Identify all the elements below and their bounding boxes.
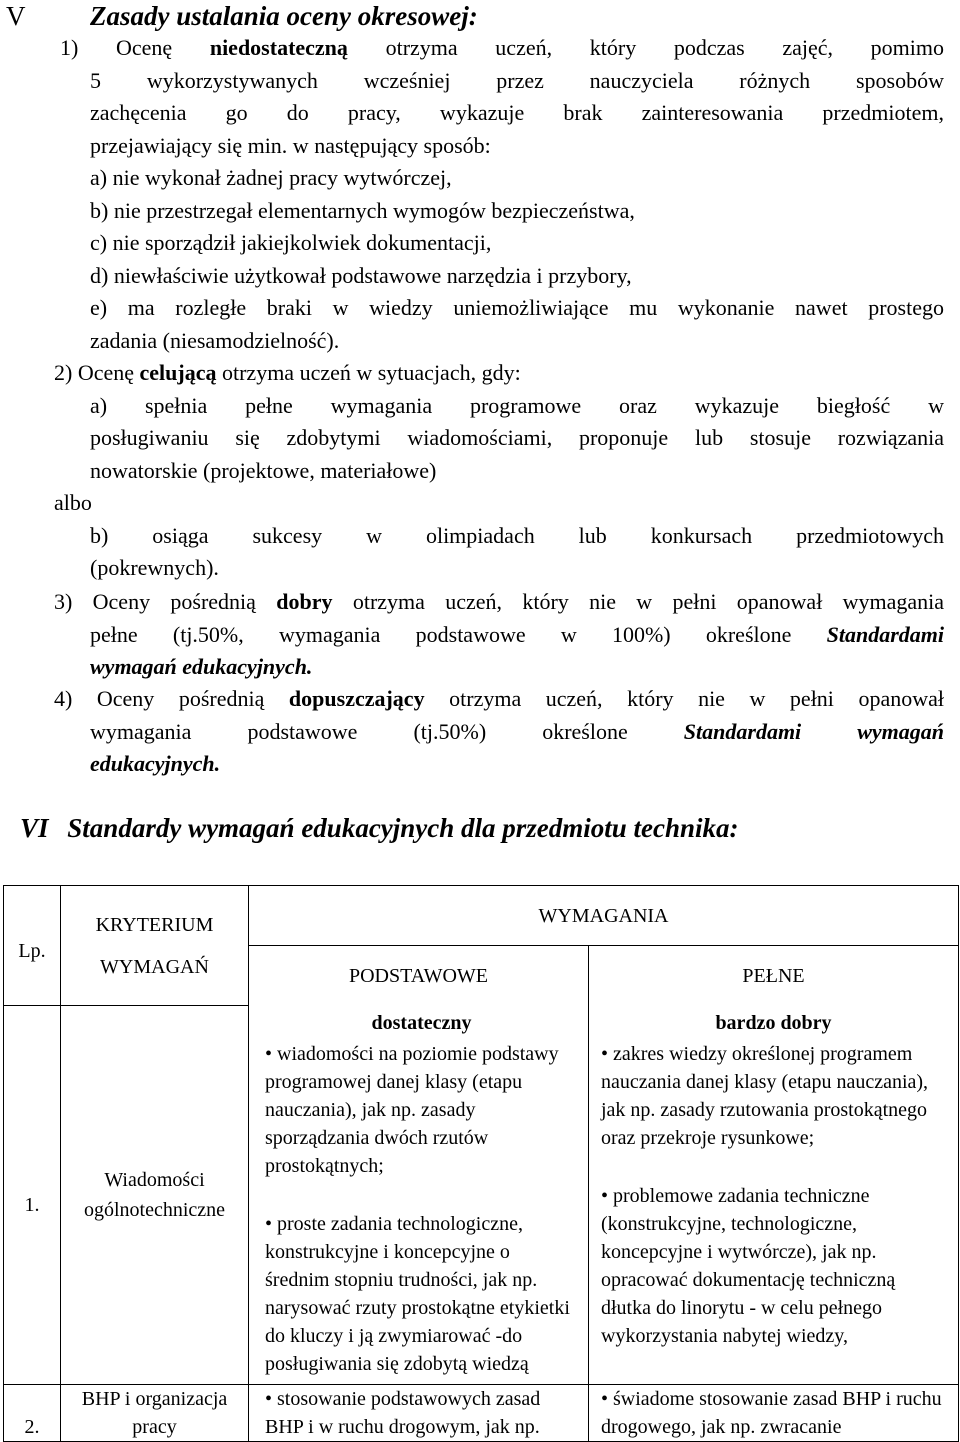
item-2-a-1: a) spełnia pełne wymagania programowe oraz wykazuje biegłość w	[90, 392, 944, 418]
item-3	[54, 586, 944, 684]
item-3-number: 3)	[54, 589, 73, 614]
item-1-text-4: przejawiający się min. w następujący sposób:	[90, 132, 491, 158]
item-3-post: otrzyma uczeń, który nie w pełni opanował wymagania	[352, 589, 945, 614]
item-1-line-1	[60, 32, 944, 65]
row-1-full	[589, 1006, 959, 1385]
row-1-full-2: • problemowe zadania techniczne (konstrukcyjne, technologiczne, koncepcyjne i wytwórcze), jak np. opracować dokumentację techniczną dłutka do linorytu - w celu pełnego wykorzystania nabytej wiedzy,	[601, 1184, 896, 1347]
item-4-line-2	[90, 716, 944, 749]
item-2-line-1	[54, 357, 944, 390]
item-1-number: 1)	[60, 35, 79, 60]
row-1-criterion-text: Wiadomości ogólnotechniczne	[83, 1168, 226, 1221]
row-1-basic-2: • proste zadania technologiczne, konstrukcyjne i koncepcyjne o średnim stopniu trudności, jak np. narysować rzuty prostokątne etykietki do kluczy i ją zwymiarować -do posługiwania się zdobytą wiedzą	[265, 1212, 570, 1375]
full-grade: bardzo dobry	[715, 1011, 832, 1034]
header-lp	[4, 886, 61, 1006]
item-1-keyword: niedostateczną	[209, 35, 348, 60]
item-4-line-2-em: Standardami wymagań	[683, 718, 944, 744]
item-4-line-2-text: wymagania podstawowe (tj.50%) określone	[90, 718, 628, 744]
row-1-lp-text: 1.	[24, 1193, 40, 1216]
row-1-basic-1: • wiadomości na poziomie podstawy programowej danej klasy (etapu nauczania), jak np. zasady sporządzania dwóch rzutów prostokątnych;	[265, 1042, 559, 1177]
item-2-post: otrzyma uczeń w sytuacjach, gdy:	[221, 360, 521, 385]
item-2	[54, 357, 944, 585]
item-3-line-2-em: Standardami	[826, 621, 944, 647]
row-1-lp	[4, 1006, 61, 1385]
row-2-lp-text: 2.	[24, 1415, 40, 1438]
item-2-b-1: b) osiąga sukcesy w olimpiadach lub konkursach przedmiotowych	[90, 522, 944, 548]
item-1-text-3: zachęcenia go do pracy, wykazuje brak zainteresowania przedmiotem,	[90, 100, 944, 125]
item-4-keyword: dopuszczający	[288, 686, 425, 711]
item-3-keyword: dobry	[276, 589, 333, 614]
section-6-heading	[20, 813, 739, 843]
item-3-line-2-text: pełne (tj.50%, wymagania podstawowe w 100%) określone	[90, 621, 792, 647]
header-requirements-text: WYMAGANIA	[538, 904, 669, 927]
item-2-b-2: (pokrewnych).	[90, 555, 219, 580]
standards-table	[3, 885, 959, 1442]
item-4-pre: Oceny pośrednią	[96, 686, 265, 711]
item-3-line-3: wymagań edukacyjnych.	[90, 654, 313, 679]
item-2-or: albo	[54, 490, 92, 515]
header-criterion-2: WYMAGAŃ	[100, 955, 209, 978]
row-2-basic-1: • stosowanie podstawowych zasad BHP i w ruchu drogowym, jak np.	[265, 1387, 541, 1438]
item-4	[54, 683, 944, 781]
section-6-title: Standardy wymagań edukacyjnych dla przedmiotu technika:	[67, 813, 739, 843]
basic-grade: dostateczny	[371, 1011, 472, 1034]
item-1-text-1: otrzyma uczeń, który podczas zajęć, pomimo	[385, 35, 945, 60]
item-2-number: 2)	[54, 360, 73, 385]
row-2-criterion-text: BHP i organizacja pracy	[81, 1387, 228, 1438]
row-1-criterion	[61, 1006, 249, 1385]
row-1-full-1: • zakres wiedzy określonej programem nauczania danej klasy (etapu nauczania), jak np. zasady rzutowania prostokątnego oraz przekroje rysunkowe;	[601, 1042, 929, 1149]
item-1-pre: Ocenę	[115, 35, 173, 60]
item-4-line-3: edukacyjnych.	[90, 751, 221, 776]
item-1-point-e-cont: zadania (niesamodzielność).	[90, 327, 340, 353]
item-2-keyword: celującą	[139, 360, 217, 385]
item-4-post: otrzyma uczeń, który nie w pełni opanował	[449, 686, 944, 711]
section-6-number: VI	[20, 813, 49, 843]
section-5-number: V	[6, 1, 26, 31]
header-criterion-1: KRYTERIUM	[95, 913, 214, 936]
item-3-line-2	[90, 619, 944, 652]
header-requirements	[249, 886, 959, 946]
item-3-line-1	[54, 586, 944, 619]
item-3-pre: Oceny pośrednią	[92, 589, 256, 614]
item-1-point-c: c) nie sporządził jakiejkolwiek dokumentacji,	[90, 230, 492, 255]
item-1-point-a: a) nie wykonał żadnej pracy wytwórczej,	[90, 165, 452, 190]
header-full	[589, 946, 959, 1006]
item-2-pre: Ocenę	[77, 360, 135, 385]
row-1-basic	[249, 1006, 589, 1385]
row-2-full-1: • świadome stosowanie zasad BHP i ruchu drogowego, jak np. zwracanie	[601, 1387, 942, 1438]
row-2-criterion	[61, 1384, 249, 1441]
section-5-heading	[6, 1, 478, 31]
item-1-point-d: d) niewłaściwie użytkował podstawowe narzędzia i przybory,	[90, 262, 632, 288]
item-1-text-2: 5 wykorzystywanych wcześniej przez nauczyciela różnych sposobów	[90, 67, 944, 93]
section-5-title: Zasady ustalania oceny okresowej:	[90, 1, 478, 31]
item-1	[60, 32, 944, 357]
item-2-a-3: nowatorskie (projektowe, materiałowe)	[90, 457, 437, 483]
item-4-line-1	[54, 683, 944, 716]
header-lp-text: Lp.	[18, 939, 46, 962]
item-1-point-e: e) ma rozległe braki w wiedzy uniemożliwiające mu wykonanie nawet prostego	[90, 295, 944, 320]
item-1-point-b: b) nie przestrzegał elementarnych wymogów bezpieczeństwa,	[90, 197, 635, 223]
row-2-lp	[4, 1384, 61, 1441]
header-basic	[249, 946, 589, 1006]
row-2-full	[589, 1384, 959, 1441]
item-2-a-2: posługiwaniu się zdobytymi wiadomościami, proponuje lub stosuje rozwiązania	[90, 425, 944, 450]
item-4-number: 4)	[54, 686, 73, 711]
row-2-basic	[249, 1384, 589, 1441]
header-criterion	[61, 886, 249, 1006]
header-basic-text: PODSTAWOWE	[348, 964, 488, 987]
header-full-text: PEŁNE	[742, 964, 805, 987]
